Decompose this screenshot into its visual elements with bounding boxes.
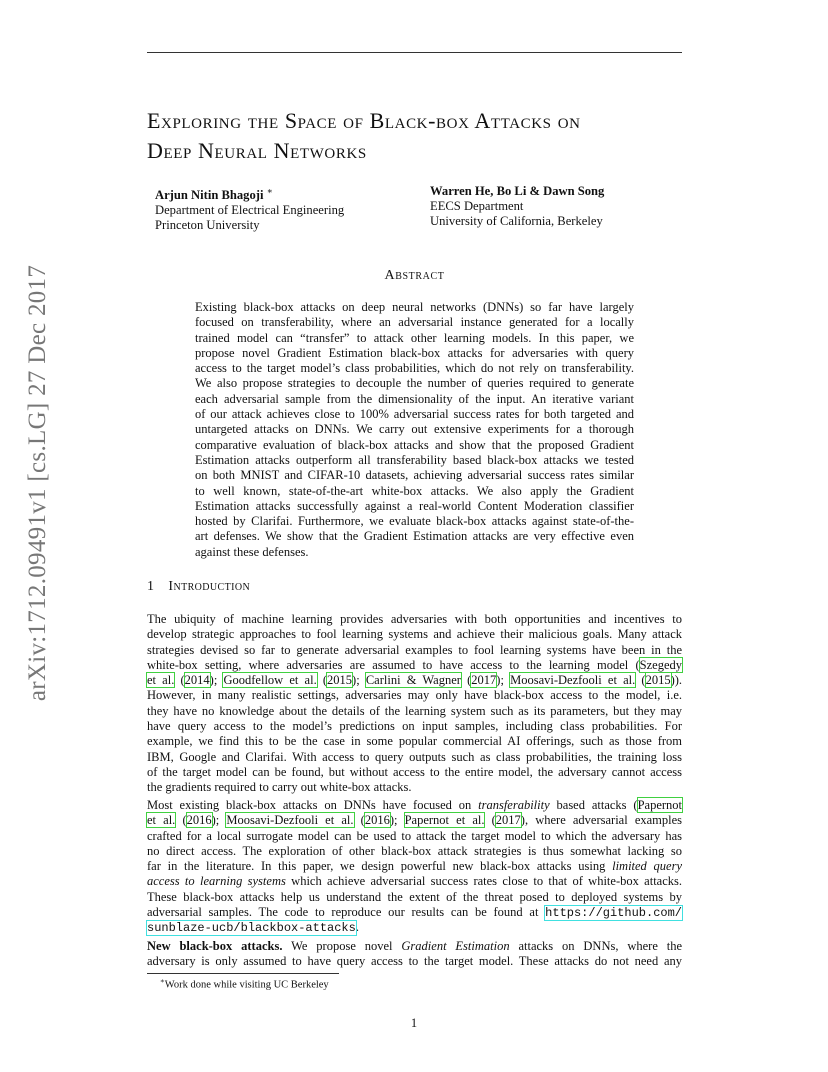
body-line: no direct access. The exploration of other black-box attack strategies is thus somewhat lacking so <box>147 843 682 858</box>
author-inst-right: University of California, Berkeley <box>430 214 603 228</box>
arxiv-id: arXiv:1712.09491v1 [cs.LG] 27 Dec 2017 <box>24 264 51 702</box>
abstract-line: against these defenses. <box>195 544 309 559</box>
body-line <box>147 939 682 954</box>
abstract-line: Estimation attacks successfully against a real-world Content Moderation classifier <box>195 498 634 513</box>
paper-title <box>147 106 707 166</box>
citation-link[interactable]: Goodfellow et al. <box>223 673 317 688</box>
abstract-line: to well known, state-of-the-art white-box attacks. We also apply the Gradient <box>195 483 634 498</box>
body-line: However, in many realistic settings, adversaries may only have black-box access to the model, i.e. <box>147 688 682 703</box>
body-line <box>147 658 682 673</box>
citation-year-link[interactable]: 2016 <box>186 813 212 828</box>
body-line: develop strategic approaches to fool learning systems and achieve their malicious goals. Many attack <box>147 627 682 642</box>
section-title: Introduction <box>168 579 251 594</box>
footnote-text: Work done while visiting UC Berkeley <box>164 979 329 991</box>
title-line-1: Exploring the Space of Black-box Attacks on <box>147 108 581 133</box>
body-text: far in the literature. In this paper, we design powerful new black-box attacks using <box>147 859 606 874</box>
intro-paragraph-3 <box>147 939 682 970</box>
citation-link[interactable]: Szegedy <box>639 657 682 672</box>
abstract-line: hosted by Clarifai. Furthermore, we evaluate black-box attacks against state-of-the- <box>195 514 634 529</box>
body-text: based attacks ( <box>556 798 638 812</box>
emphasis: Gradient Estimation <box>401 939 510 953</box>
body-text: white-box setting, where adversaries are assumed to have access to the learning model ( <box>147 657 640 672</box>
body-text: ), where adversarial examples <box>520 813 683 828</box>
author-dept-right: EECS Department <box>430 199 524 213</box>
citation-year-link[interactable]: 2015 <box>327 673 353 688</box>
body-line: IBM, Google and Clarifai. With access to query outputs such as class probabilities, the training loss <box>147 749 682 764</box>
body-text: . <box>355 920 359 935</box>
abstract-line: propose novel Gradient Estimation black-box attacks for adversaries with query <box>195 345 634 360</box>
body-line <box>147 905 682 920</box>
body-line: strategies devised so far to generate adversarial examples to fool learning systems have been in the <box>147 642 682 657</box>
emphasis: limited query <box>612 859 682 874</box>
citation-link[interactable]: Moosavi-Dezfooli et al. <box>510 673 636 688</box>
footnote <box>160 977 329 991</box>
footnote-rule <box>147 973 339 974</box>
body-line <box>147 859 682 874</box>
body-line: the gradients required to carry out white-box attacks. <box>147 780 412 795</box>
section-heading <box>147 579 250 595</box>
body-line <box>147 920 682 935</box>
citation-link[interactable]: Carlini & Wagner <box>365 673 461 688</box>
abstract-line: access to the target model’s class probabilities, which do not rely on transferability. <box>195 361 634 376</box>
page-number: 1 <box>410 1016 418 1030</box>
abstract-body <box>195 300 634 560</box>
body-line <box>147 798 682 813</box>
abstract-line: each adversarial sample from the dimensionality of the input. An iterative variant <box>195 391 634 406</box>
author-inst-left: Princeton University <box>155 218 260 233</box>
abstract-line: trained model can “transfer” to attack other learning models. In this paper, we <box>195 330 634 345</box>
abstract-line: comparative evaluation of black-box attacks and show that the proposed Gradient <box>195 437 634 452</box>
body-line: adversary is only assumed to have query access to the target model. These attacks do not need any <box>147 954 682 969</box>
run-in-heading: New black-box attacks. <box>147 939 283 953</box>
abstract-line: focused on transferability, where an adversarial instance generated for a locally <box>195 315 634 330</box>
section-number: 1 <box>147 579 155 594</box>
body-text: Most existing black-box attacks on DNNs have focused on <box>147 798 472 812</box>
intro-paragraph-2 <box>147 798 682 936</box>
body-line: The ubiquity of machine learning provides adversaries with both opportunities and incentives to <box>147 612 682 626</box>
abstract-line: art defenses. We show that the Gradient Estimation attacks are very effective even <box>195 529 634 544</box>
citation-link[interactable]: Papernot <box>637 798 682 812</box>
body-line: have query access to the model’s predictions on input samples, including class probabilities. For <box>147 719 682 734</box>
author-name-left: Arjun Nitin Bhagoji <box>155 188 264 203</box>
abstract-line: of our attack achieves close to 100% adversarial success rates for both targeted and <box>195 407 634 422</box>
abstract-line: Existing black-box attacks on deep neural networks (DNNs) so far have largely <box>195 300 634 314</box>
body-text: attacks on DNNs, where the <box>518 939 682 953</box>
arxiv-stamp <box>18 264 58 702</box>
body-line: et al. (2014); Goodfellow et al. (2015); Carlini & Wagner (2017); Moosavi-Dezfooli et al. (2015)). <box>147 673 683 688</box>
author-block-left <box>155 184 415 233</box>
citation-link[interactable]: et al. <box>147 673 175 688</box>
body-text: which achieve adversarial success rates close to that of white-box attacks. <box>291 874 683 889</box>
github-url-link[interactable]: https://github.com/ <box>545 906 682 921</box>
author-block-right <box>430 184 690 229</box>
emphasis: transferability <box>478 798 550 812</box>
abstract-line: We also propose strategies to decouple the number of queries required to generate <box>195 376 634 391</box>
citation-year-link[interactable]: 2016 <box>364 813 390 828</box>
body-line: example, we find this to be the case in some popular commercial AI offerings, such as those from <box>147 734 682 749</box>
body-line <box>147 874 682 889</box>
github-url-link[interactable]: sunblaze-ucb/blackbox-attacks <box>147 921 356 936</box>
citation-year-link[interactable]: 2014 <box>184 673 210 688</box>
footnote-mark: ∗ <box>160 977 165 985</box>
body-line: of the target model can be found, but without access to the entire model, the adversary cannot access <box>147 764 682 779</box>
citation-year-link[interactable]: 2017 <box>471 673 497 688</box>
abstract-line: on both MNIST and CIFAR-10 datasets, achieving adversarial success rates similar <box>195 468 634 483</box>
citation-link[interactable]: Papernot et al. <box>404 813 485 828</box>
abstract-heading: Abstract <box>384 268 445 283</box>
title-line-2: Deep Neural Networks <box>147 138 367 163</box>
body-line: et al. (2016); Moosavi-Dezfooli et al. (2016); Papernot et al. (2017), where adversarial examples <box>147 813 683 828</box>
citation-year-link[interactable]: 2017 <box>495 813 521 828</box>
top-rule <box>147 52 682 53</box>
body-text: We propose novel <box>291 939 393 953</box>
citation-link[interactable]: et al. <box>147 813 176 828</box>
abstract-line: untargeted attacks on DNNs. We carry out extensive experiments for a thorough <box>195 422 634 437</box>
body-text: adversarial samples. The code to reproduce our results can be found at <box>147 905 539 920</box>
citation-link[interactable]: Moosavi-Dezfooli et al. <box>226 813 354 828</box>
body-line: These black-box attacks help us understand the extent of the threat posed to deployed systems by <box>147 889 682 904</box>
intro-paragraph-1 <box>147 612 682 796</box>
body-line: they have no knowledge about the details of the learning system such as its parameters, but they may <box>147 703 682 718</box>
author-footnote-mark: ∗ <box>266 186 273 196</box>
abstract-line: Estimation attacks outperform all transferability based black-box attacks we tested <box>195 452 634 467</box>
emphasis: access to learning systems <box>147 874 286 889</box>
author-name-right: Warren He, Bo Li & Dawn Song <box>430 184 605 198</box>
body-line: crafted for a local surrogate model can be used to attack the target model to which the adversary has <box>147 828 682 843</box>
author-dept-left: Department of Electrical Engineering <box>155 203 345 218</box>
citation-year-link[interactable]: 2015 <box>645 673 671 688</box>
